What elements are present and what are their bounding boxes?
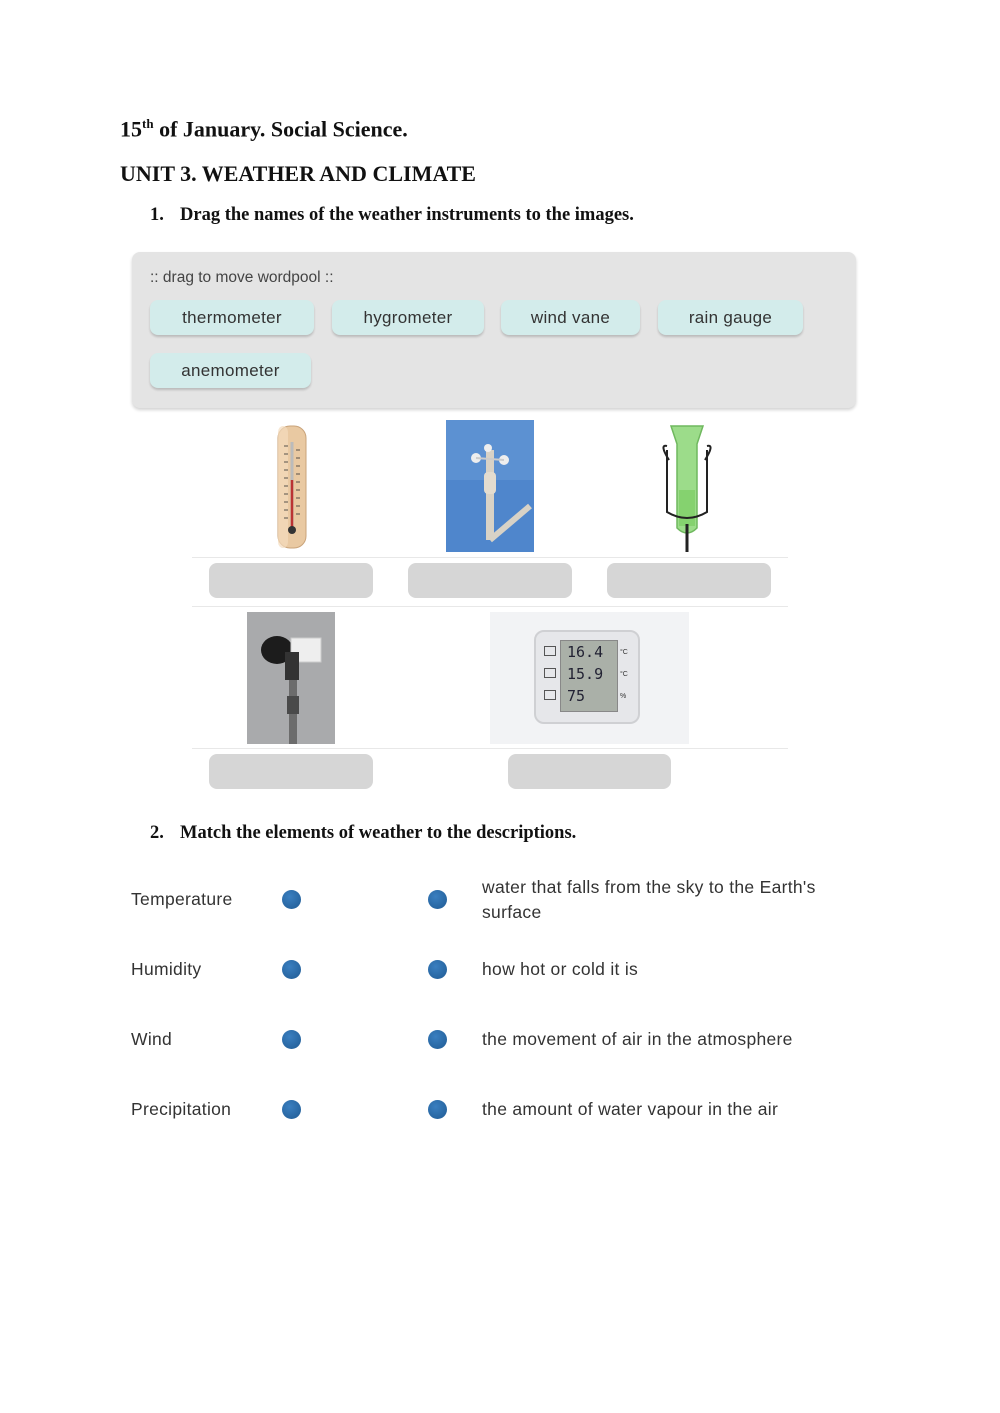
drop-zone-2[interactable] — [408, 563, 572, 598]
match-left-dot[interactable] — [282, 890, 301, 909]
rain-gauge-image — [645, 420, 729, 552]
question-1-number: 1. — [150, 205, 164, 225]
match-right-dot[interactable] — [428, 1100, 447, 1119]
drop-zone-1[interactable] — [209, 563, 373, 598]
hygrometer-reading-3: 75 — [567, 687, 586, 705]
match-right-item: the amount of water vapour in the air — [482, 1099, 779, 1119]
hygrometer-unit-3: % — [620, 693, 627, 700]
match-left-dot[interactable] — [282, 960, 301, 979]
word-chip-rain-gauge[interactable]: rain gauge — [658, 300, 803, 335]
date-subject: of January. Social Science. — [153, 116, 408, 142]
match-left-dot[interactable] — [282, 1100, 301, 1119]
unit-title: UNIT 3. WEATHER AND CLIMATE — [120, 161, 476, 186]
date-suffix: th — [142, 116, 154, 131]
wind-vane-image — [446, 420, 534, 552]
match-row — [0, 945, 1000, 1015]
anemometer-image — [247, 612, 335, 744]
word-chip-hygrometer[interactable]: hygrometer — [332, 300, 484, 335]
word-chip-anemometer[interactable]: anemometer — [150, 353, 311, 388]
match-right-item: how hot or cold it is — [482, 959, 639, 979]
hygrometer-units — [620, 642, 628, 708]
thermometer-image — [270, 420, 314, 552]
hygrometer-image — [490, 612, 689, 744]
hygrometer-unit-1: °C — [620, 649, 628, 656]
row-divider — [192, 606, 788, 607]
house-icon — [544, 646, 556, 656]
hygrometer-reading-2: 15.9 — [567, 665, 604, 683]
humidity-icon — [544, 690, 556, 700]
word-chip-wind-vane[interactable]: wind vane — [501, 300, 640, 335]
drop-zone-3[interactable] — [607, 563, 771, 598]
drop-zone-5[interactable] — [508, 754, 671, 789]
match-left-dot[interactable] — [282, 1030, 301, 1049]
question-2-number: 2. — [150, 823, 164, 843]
outdoor-icon — [544, 668, 556, 678]
match-row — [0, 1015, 1000, 1085]
match-left-item: Precipitation — [131, 1099, 232, 1119]
row-divider — [192, 748, 788, 749]
word-chip-thermometer[interactable]: thermometer — [150, 300, 314, 335]
wind-vane-drawing — [446, 420, 534, 552]
hygrometer-screen — [560, 640, 618, 712]
question-2 — [150, 823, 576, 844]
match-row — [0, 1085, 1000, 1155]
drop-zone-4[interactable] — [209, 754, 373, 789]
match-right-dot[interactable] — [428, 1030, 447, 1049]
match-right-item: water that falls from the sky to the Earth's surface — [482, 877, 816, 922]
hygrometer-reading-1: 16.4 — [567, 643, 604, 661]
match-left-item: Wind — [131, 1029, 173, 1049]
match-left-item: Temperature — [131, 889, 233, 909]
wordpool[interactable] — [132, 252, 856, 408]
rain-gauge-drawing — [645, 420, 729, 552]
match-right-dot[interactable] — [428, 890, 447, 909]
worksheet-date — [120, 116, 408, 142]
hygrometer-unit-2: °C — [620, 671, 628, 678]
question-2-text: Match the elements of weather to the descriptions. — [180, 823, 577, 843]
match-right-dot[interactable] — [428, 960, 447, 979]
thermometer-drawing — [270, 420, 314, 552]
anemometer-drawing — [247, 612, 335, 744]
row-divider — [192, 557, 788, 558]
wordpool-drag-handle[interactable]: :: drag to move wordpool :: — [150, 269, 334, 286]
match-right-item: the movement of air in the atmosphere — [482, 1029, 793, 1049]
match-row — [0, 875, 1000, 945]
match-left-item: Humidity — [131, 959, 202, 979]
date-day: 15 — [120, 116, 142, 142]
hygrometer-body — [534, 630, 640, 724]
question-1-text: Drag the names of the weather instruments to the images. — [180, 205, 634, 225]
question-1 — [150, 205, 634, 226]
